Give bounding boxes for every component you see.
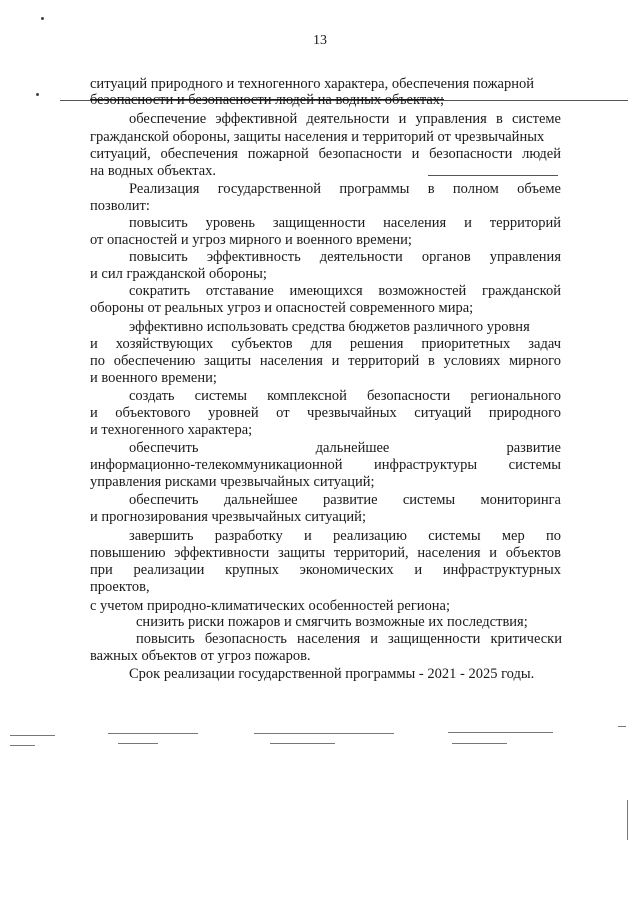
text-line: информационно-телекоммуникационной инфраструктуры системы [90, 457, 561, 473]
rule-mark [428, 175, 558, 176]
text-line: безопасности и безопасности людей на водных объектах; [90, 92, 445, 108]
text-line: обеспечить дальнейшее развитие [129, 440, 561, 456]
text-line: и военного времени; [90, 370, 217, 386]
text-line: повысить безопасность населения и защищенности критически [136, 631, 562, 647]
text-line: повысить эффективность деятельности органов управления [129, 249, 561, 265]
text-line: обеспечить дальнейшее развитие системы мониторинга [129, 492, 561, 508]
scan-dash [618, 726, 626, 727]
text-line: и прогнозирования чрезвычайных ситуаций; [90, 509, 366, 525]
scan-speck [41, 17, 44, 20]
text-line: обороны от реальных угроз и опасностей современного мира; [90, 300, 474, 316]
text-line: проектов, [90, 579, 150, 595]
text-line: и сил гражданской обороны; [90, 266, 267, 282]
text-line: создать системы комплексной безопасности регионального [129, 388, 561, 404]
scan-dash [627, 800, 628, 840]
text-line: повышению эффективности защиты территорий, населения и объектов [90, 545, 561, 561]
scan-dash [10, 745, 35, 746]
text-line: ситуаций, обеспечения пожарной безопасности и безопасности людей [90, 146, 561, 162]
text-line: повысить уровень защищенности населения и территорий [129, 215, 561, 231]
page-number: 13 [313, 33, 327, 48]
text-line: при реализации крупных экономических и инфраструктурных [90, 562, 561, 578]
text-line: сократить отставание имеющихся возможностей гражданской [129, 283, 561, 299]
text-line: завершить разработку и реализацию системы мер по [129, 528, 561, 544]
text-line: и объектового уровней от чрезвычайных ситуаций природного [90, 405, 561, 421]
scan-dash [448, 732, 553, 733]
text-line: и хозяйствующих субъектов для решения приоритетных задач [90, 336, 561, 352]
text-line: ситуаций природного и техногенного характера, обеспечения пожарной [90, 76, 534, 92]
scan-dash [108, 733, 198, 734]
scan-speck [36, 93, 39, 96]
text-line: от опасностей и угроз мирного и военного времени; [90, 232, 412, 248]
text-line: позволит: [90, 198, 150, 214]
scan-dash [254, 733, 394, 734]
text-line: Срок реализации государственной программы - 2021 - 2025 годы. [129, 666, 535, 682]
text-line: с учетом природно-климатических особенностей региона; [90, 598, 451, 614]
scan-dash [270, 743, 335, 744]
text-line: управления рисками чрезвычайных ситуаций; [90, 474, 375, 490]
scan-dash [452, 743, 507, 744]
text-line: на водных объектах. [90, 163, 217, 179]
text-line: и техногенного характера; [90, 422, 253, 438]
text-line: эффективно использовать средства бюджетов различного уровня [129, 319, 530, 335]
text-line: Реализация государственной программы в полном объеме [129, 181, 561, 197]
text-line: обеспечение эффективной деятельности и управления в системе [129, 111, 561, 127]
text-line: важных объектов от угроз пожаров. [90, 648, 311, 664]
scan-dash [10, 735, 55, 736]
text-line: снизить риски пожаров и смягчить возможные их последствия; [136, 614, 528, 630]
text-line: гражданской обороны, защиты населения и территорий от чрезвычайных [90, 129, 545, 145]
text-line: по обеспечению защиты населения и территорий в условиях мирного [90, 353, 561, 369]
scan-dash [118, 743, 158, 744]
